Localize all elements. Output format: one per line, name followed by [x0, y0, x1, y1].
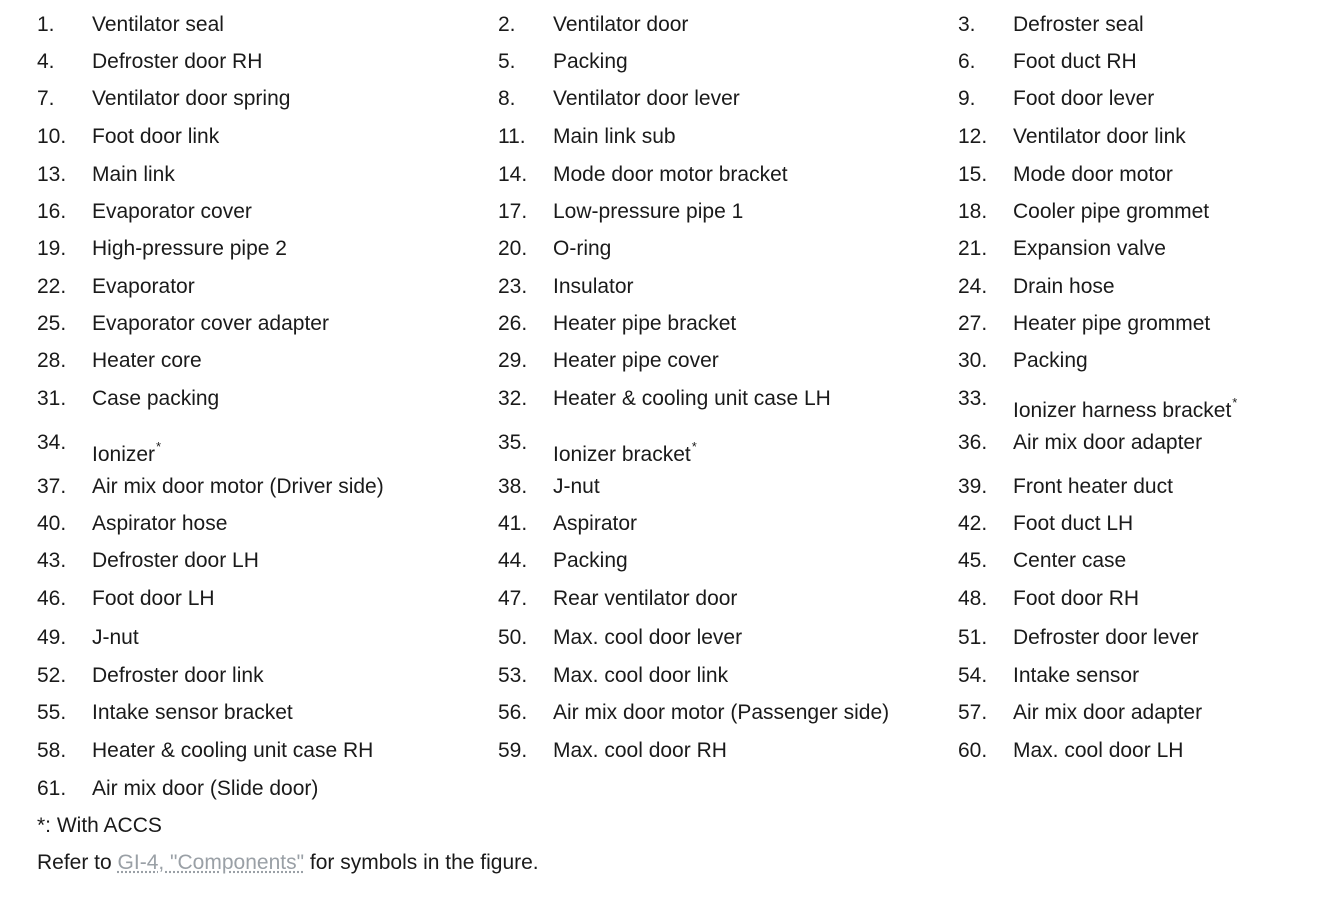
- legend-row: [37, 659, 1317, 693]
- item-label: [1013, 544, 1126, 578]
- legend-row: [37, 734, 1317, 768]
- item-number: 19.: [37, 237, 67, 260]
- item-label: [92, 432, 161, 466]
- item-number: 56.: [498, 701, 528, 724]
- item-label-text: Insulator: [553, 275, 634, 298]
- item-label-text: Heater & cooling unit case RH: [92, 739, 374, 762]
- item-number: 33.: [958, 387, 988, 410]
- item-label-text: Rear ventilator door: [553, 587, 738, 610]
- item-label-text: Cooler pipe grommet: [1013, 200, 1210, 223]
- item-label-text: Packing: [553, 549, 628, 572]
- item-label-text: Aspirator: [553, 512, 638, 535]
- item-label: [1013, 388, 1237, 422]
- item-number: 31.: [37, 387, 67, 410]
- item-label: [92, 544, 259, 578]
- item-label-text: Foot duct LH: [1013, 512, 1134, 535]
- item-number: 60.: [958, 739, 988, 762]
- legend-row: [37, 8, 1317, 42]
- item-label-text: Main link: [92, 163, 175, 186]
- item-number: 15.: [958, 163, 988, 186]
- item-label: [553, 307, 736, 341]
- item-label-text: Air mix door motor (Driver side): [92, 475, 384, 498]
- item-label: [92, 307, 329, 341]
- item-label-text: Heater & cooling unit case LH: [553, 387, 831, 410]
- item-label: [1013, 158, 1173, 192]
- legend-row: [37, 344, 1317, 378]
- item-number: 55.: [37, 701, 67, 724]
- item-number: 29.: [498, 349, 528, 372]
- item-label-text: Intake sensor: [1013, 664, 1140, 687]
- item-number: 37.: [37, 475, 67, 498]
- item-number: 24.: [958, 275, 988, 298]
- refer-suffix: for symbols in the figure.: [304, 851, 539, 874]
- item-label: [92, 232, 287, 266]
- item-label: [1013, 120, 1186, 154]
- item-label: [553, 696, 889, 730]
- legend-row: [37, 696, 1317, 730]
- item-number: 51.: [958, 626, 988, 649]
- item-number: 9.: [958, 87, 976, 110]
- item-label: [1013, 45, 1137, 79]
- legend-row: [37, 382, 1317, 422]
- item-label: [1013, 696, 1202, 730]
- legend-row: [37, 195, 1317, 229]
- item-label-text: Ventilator seal: [92, 13, 224, 36]
- item-label-text: Heater core: [92, 349, 202, 372]
- item-label: [1013, 8, 1144, 42]
- item-number: 45.: [958, 549, 988, 572]
- item-number: 38.: [498, 475, 528, 498]
- item-label: [553, 734, 727, 768]
- item-number: 18.: [958, 200, 988, 223]
- item-label: [92, 734, 373, 768]
- item-number: 50.: [498, 626, 528, 649]
- item-number: 32.: [498, 387, 528, 410]
- item-number: 42.: [958, 512, 988, 535]
- item-label-text: Case packing: [92, 387, 220, 410]
- accs-asterisk: *: [156, 439, 162, 454]
- item-label: [1013, 270, 1115, 304]
- item-label: [553, 45, 628, 79]
- item-number: 12.: [958, 125, 988, 148]
- item-label: [92, 45, 262, 79]
- item-label: [553, 8, 688, 42]
- item-label: [553, 382, 831, 416]
- item-label-text: Heater pipe bracket: [553, 312, 737, 335]
- item-number: 41.: [498, 512, 528, 535]
- item-number: 39.: [958, 475, 988, 498]
- item-number: 28.: [37, 349, 67, 372]
- item-label-text: Drain hose: [1013, 275, 1115, 298]
- item-label-text: Max. cool door LH: [1013, 739, 1184, 762]
- item-number: 57.: [958, 701, 988, 724]
- item-label-text: Ionizer bracket: [553, 443, 691, 466]
- item-number: 7.: [37, 87, 55, 110]
- item-label: [553, 195, 743, 229]
- item-label: [1013, 195, 1209, 229]
- item-label-text: Max. cool door RH: [553, 739, 727, 762]
- item-label-text: O-ring: [553, 237, 612, 260]
- footnote: *: With ACCS: [37, 814, 162, 837]
- legend-row: [37, 120, 1317, 154]
- legend-row: [37, 307, 1317, 341]
- refer-prefix: Refer to: [37, 851, 118, 874]
- item-number: 10.: [37, 125, 67, 148]
- item-label-text: Mode door motor: [1013, 163, 1173, 186]
- item-label-text: Front heater duct: [1013, 475, 1173, 498]
- item-label: [92, 772, 318, 806]
- item-label: [1013, 507, 1133, 541]
- item-label: [92, 158, 175, 192]
- item-number: 25.: [37, 312, 67, 335]
- item-label-text: Max. cool door link: [553, 664, 729, 687]
- item-label: [553, 232, 611, 266]
- item-number: 40.: [37, 512, 67, 535]
- legend-row: [37, 82, 1317, 116]
- item-number: 35.: [498, 431, 528, 454]
- item-label: [553, 158, 788, 192]
- item-label: [1013, 307, 1210, 341]
- item-label-text: Foot duct RH: [1013, 50, 1137, 73]
- item-label: [92, 195, 252, 229]
- item-number: 21.: [958, 237, 988, 260]
- item-number: 43.: [37, 549, 67, 572]
- item-label-text: J-nut: [92, 626, 139, 649]
- item-number: 44.: [498, 549, 528, 572]
- item-label-text: Defroster door link: [92, 664, 264, 687]
- legend-row: [37, 621, 1317, 655]
- legend-row: [37, 426, 1317, 466]
- item-number: 16.: [37, 200, 67, 223]
- legend-row: [37, 45, 1317, 79]
- item-label: [92, 82, 290, 116]
- item-label-text: Defroster door LH: [92, 549, 259, 572]
- item-label-text: Ionizer: [92, 443, 156, 466]
- item-label-text: Foot door link: [92, 125, 220, 148]
- item-number: 2.: [498, 13, 516, 36]
- item-label: [553, 544, 628, 578]
- item-number: 61.: [37, 777, 67, 800]
- legend-row: [37, 507, 1317, 541]
- item-label-text: Packing: [1013, 349, 1088, 372]
- item-number: 14.: [498, 163, 528, 186]
- item-label: [1013, 426, 1202, 460]
- item-number: 52.: [37, 664, 67, 687]
- components-link[interactable]: GI-4, "Components": [117, 851, 305, 874]
- legend-row: [37, 158, 1317, 192]
- item-label: [92, 270, 195, 304]
- item-label: [553, 582, 737, 616]
- item-label-text: Heater pipe grommet: [1013, 312, 1211, 335]
- item-label-text: Ventilator door link: [1013, 125, 1186, 148]
- item-number: 13.: [37, 163, 67, 186]
- item-label: [92, 470, 384, 504]
- item-label-text: Defroster door lever: [1013, 626, 1199, 649]
- item-label-text: Max. cool door lever: [553, 626, 743, 649]
- item-number: 3.: [958, 13, 976, 36]
- item-label: [92, 382, 219, 416]
- item-label: [92, 8, 224, 42]
- item-label-text: Center case: [1013, 549, 1127, 572]
- item-label-text: Mode door motor bracket: [553, 163, 788, 186]
- item-number: 8.: [498, 87, 516, 110]
- legend-row: [37, 772, 1317, 806]
- item-label: [92, 344, 202, 378]
- item-number: 5.: [498, 50, 516, 73]
- item-label-text: Foot door RH: [1013, 587, 1140, 610]
- item-label: [92, 696, 293, 730]
- accs-asterisk: *: [691, 439, 697, 454]
- item-label-text: Defroster door RH: [92, 50, 263, 73]
- item-number: 6.: [958, 50, 976, 73]
- item-label-text: Air mix door (Slide door): [92, 777, 319, 800]
- item-label-text: Main link sub: [553, 125, 676, 148]
- item-number: 58.: [37, 739, 67, 762]
- item-number: 1.: [37, 13, 55, 36]
- item-label-text: Ventilator door: [553, 13, 689, 36]
- item-label: [553, 120, 676, 154]
- item-label: [1013, 659, 1139, 693]
- item-label-text: Air mix door adapter: [1013, 431, 1203, 454]
- item-label: [1013, 470, 1173, 504]
- item-label-text: Ventilator door spring: [92, 87, 291, 110]
- item-number: 23.: [498, 275, 528, 298]
- item-label: [1013, 621, 1199, 655]
- item-label: [92, 120, 219, 154]
- item-label-text: Evaporator cover adapter: [92, 312, 329, 335]
- item-label-text: Expansion valve: [1013, 237, 1166, 260]
- item-label: [553, 621, 742, 655]
- legend-row: [37, 470, 1317, 504]
- item-label-text: Low-pressure pipe 1: [553, 200, 744, 223]
- item-label: [1013, 232, 1166, 266]
- item-label-text: Packing: [553, 50, 628, 73]
- item-label: [1013, 582, 1139, 616]
- item-label-text: Ventilator door lever: [553, 87, 740, 110]
- item-number: 11.: [498, 125, 526, 148]
- item-label: [92, 659, 264, 693]
- item-label-text: High-pressure pipe 2: [92, 237, 287, 260]
- item-label-text: Aspirator hose: [92, 512, 228, 535]
- item-label: [553, 470, 600, 504]
- legend-row: [37, 270, 1317, 304]
- refer-line: [37, 846, 539, 880]
- legend-row: [37, 582, 1317, 616]
- item-label-text: Air mix door adapter: [1013, 701, 1203, 724]
- item-label-text: Defroster seal: [1013, 13, 1144, 36]
- item-number: 49.: [37, 626, 67, 649]
- item-number: 59.: [498, 739, 528, 762]
- item-number: 53.: [498, 664, 528, 687]
- item-label: [553, 344, 719, 378]
- item-label: [553, 270, 634, 304]
- item-number: 20.: [498, 237, 528, 260]
- accs-asterisk: *: [1232, 395, 1238, 410]
- item-number: 26.: [498, 312, 528, 335]
- item-label-text: J-nut: [553, 475, 600, 498]
- item-number: 54.: [958, 664, 988, 687]
- item-label: [553, 507, 637, 541]
- item-label: [92, 582, 215, 616]
- item-number: 36.: [958, 431, 988, 454]
- item-label-text: Ionizer harness bracket: [1013, 399, 1232, 422]
- item-number: 22.: [37, 275, 67, 298]
- item-label: [553, 82, 740, 116]
- legend-row: [37, 232, 1317, 266]
- item-label: [1013, 82, 1154, 116]
- item-label-text: Heater pipe cover: [553, 349, 719, 372]
- item-label-text: Evaporator cover: [92, 200, 252, 223]
- item-number: 4.: [37, 50, 55, 73]
- item-number: 48.: [958, 587, 988, 610]
- item-label-text: Intake sensor bracket: [92, 701, 293, 724]
- item-label: [553, 659, 728, 693]
- item-label-text: Foot door lever: [1013, 87, 1155, 110]
- item-number: 46.: [37, 587, 67, 610]
- item-number: 34.: [37, 431, 67, 454]
- item-number: 47.: [498, 587, 528, 610]
- item-number: 17.: [498, 200, 528, 223]
- item-label-text: Air mix door motor (Passenger side): [553, 701, 890, 724]
- item-label: [1013, 734, 1183, 768]
- item-number: 27.: [958, 312, 988, 335]
- item-label: [553, 432, 697, 466]
- item-number: 30.: [958, 349, 988, 372]
- item-label: [92, 507, 227, 541]
- item-label-text: Evaporator: [92, 275, 195, 298]
- item-label: [1013, 344, 1088, 378]
- legend-row: [37, 544, 1317, 578]
- item-label: [92, 621, 139, 655]
- item-label-text: Foot door LH: [92, 587, 215, 610]
